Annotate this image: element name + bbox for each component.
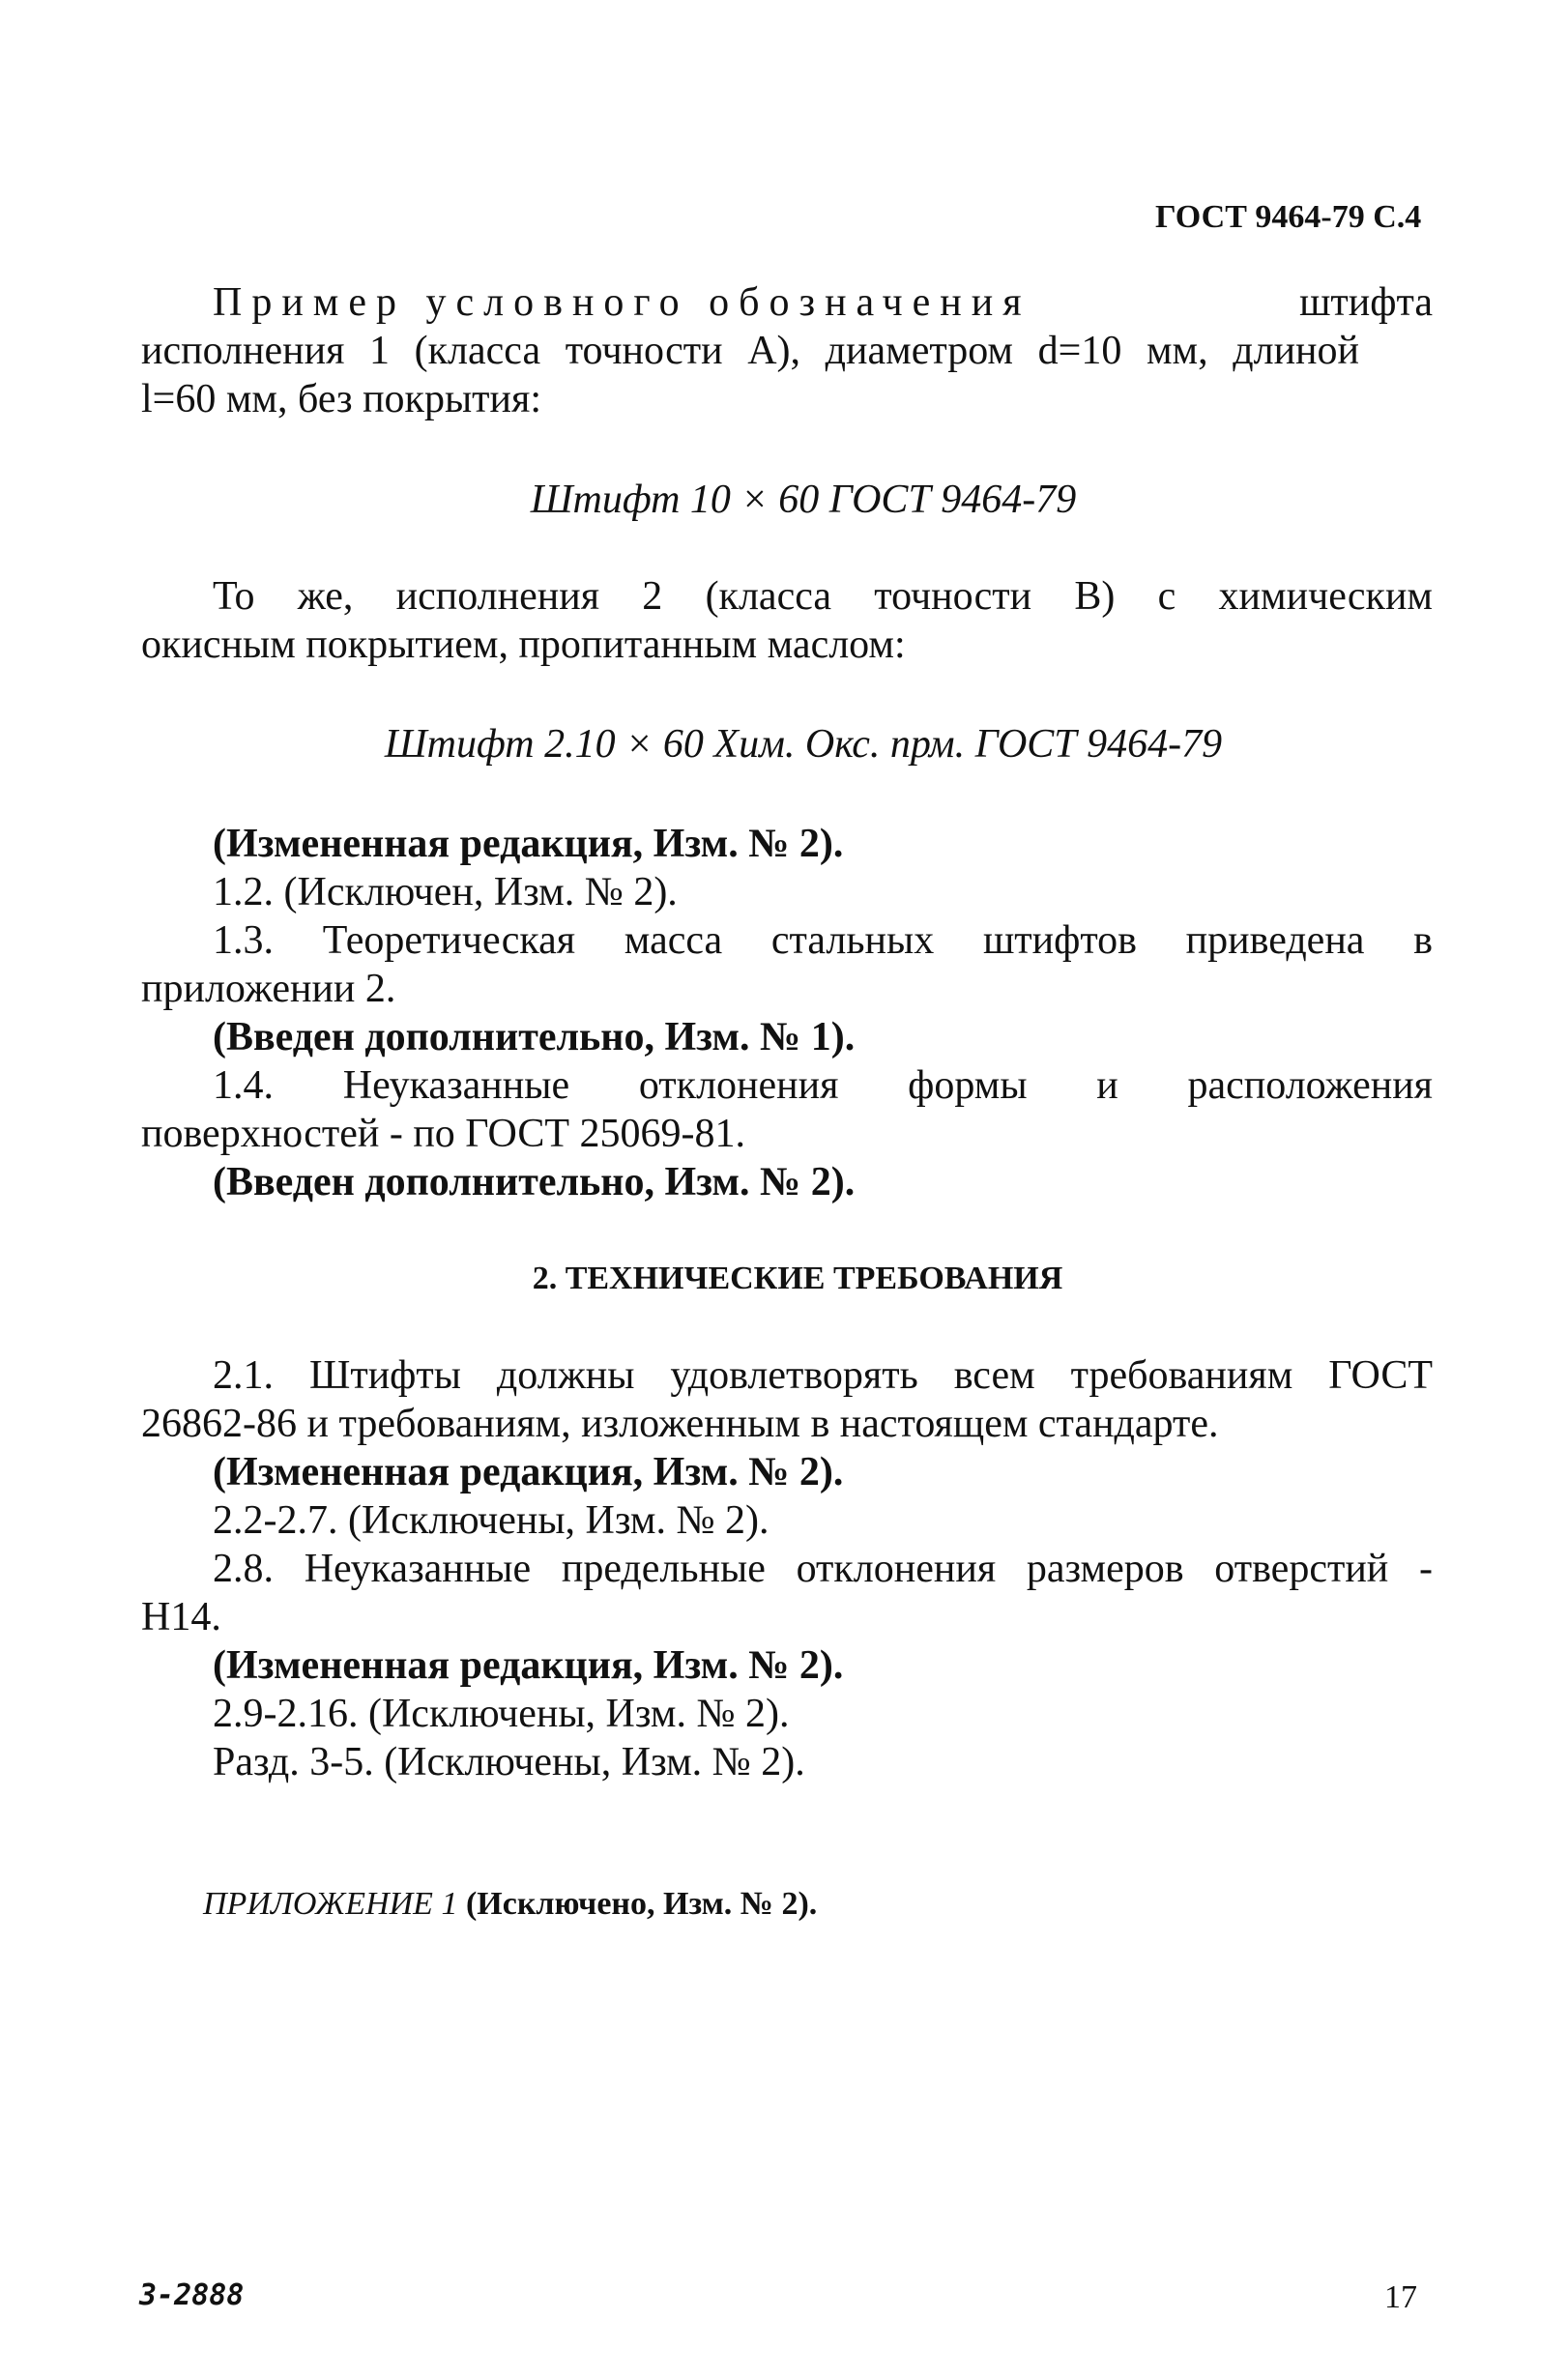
note-edited-1: (Измененная редакция, Изм. № 2). [213, 822, 844, 866]
clause-2-8-line-2: H14. [141, 1595, 221, 1639]
example-spaced-lead: Пример условного обозначения [213, 280, 1031, 325]
example-line-1-tail: штифта [1299, 280, 1433, 325]
example-line-3: l=60 мм, без покрытия: [141, 377, 541, 421]
section-2-heading: 2. ТЕХНИЧЕСКИЕ ТРЕБОВАНИЯ [532, 1261, 1063, 1296]
appendix-1 [203, 1880, 817, 1928]
same-line-1: То же, исполнения 2 (класса точности В) с химическим [213, 574, 1433, 619]
page-number: 17 [1384, 2279, 1417, 2315]
clause-2-1-line-2: 26862-86 и требованиям, изложенным в настоящем стандарте. [141, 1402, 1219, 1446]
appendix-label: ПРИЛОЖЕНИЕ 1 [203, 1886, 458, 1922]
example-line-2: исполнения 1 (класса точности А), диаметром d=10 мм, длиной [141, 329, 1359, 373]
designation-2: Штифт 2.10 × 60 Хим. Окс. прм. ГОСТ 9464-79 [384, 722, 1223, 767]
designation-1: Штифт 10 × 60 ГОСТ 9464-79 [530, 478, 1077, 522]
clause-2-1-line-1: 2.1. Штифты должны удовлетворять всем требованиям ГОСТ [213, 1353, 1433, 1398]
clause-1-3-line-2: приложении 2. [141, 967, 396, 1011]
appendix-status: (Исключено, Изм. № 2). [465, 1886, 818, 1922]
note-introduced-1: (Введен дополнительно, Изм. № 1). [213, 1015, 856, 1059]
note-edited-3: (Измененная редакция, Изм. № 2). [213, 1643, 844, 1688]
note-introduced-2: (Введен дополнительно, Изм. № 2). [213, 1160, 856, 1204]
clause-1-3-line-1: 1.3. Теоретическая масса стальных штифтов приведена в [213, 918, 1433, 963]
gost-header: ГОСТ 9464-79 С.4 [1155, 199, 1422, 235]
clause-2-9-2-16: 2.9-2.16. (Исключены, Изм. № 2). [213, 1692, 790, 1736]
clause-1-4-line-1: 1.4. Неуказанные отклонения формы и расположения [213, 1063, 1433, 1108]
sections-3-5: Разд. 3-5. (Исключены, Изм. № 2). [213, 1740, 805, 1784]
clause-1-2: 1.2. (Исключен, Изм. № 2). [213, 870, 678, 914]
footer-print-code: 3-2888 [139, 2278, 245, 2312]
note-edited-2: (Измененная редакция, Изм. № 2). [213, 1450, 844, 1494]
clause-1-4-line-2: поверхностей - по ГОСТ 25069-81. [141, 1112, 746, 1156]
clause-2-2-2-7: 2.2-2.7. (Исключены, Изм. № 2). [213, 1498, 769, 1543]
clause-2-8-line-1: 2.8. Неуказанные предельные отклонения размеров отверстий - [213, 1547, 1433, 1591]
same-line-2: окисным покрытием, пропитанным маслом: [141, 623, 906, 667]
example-line-1 [213, 278, 1433, 327]
